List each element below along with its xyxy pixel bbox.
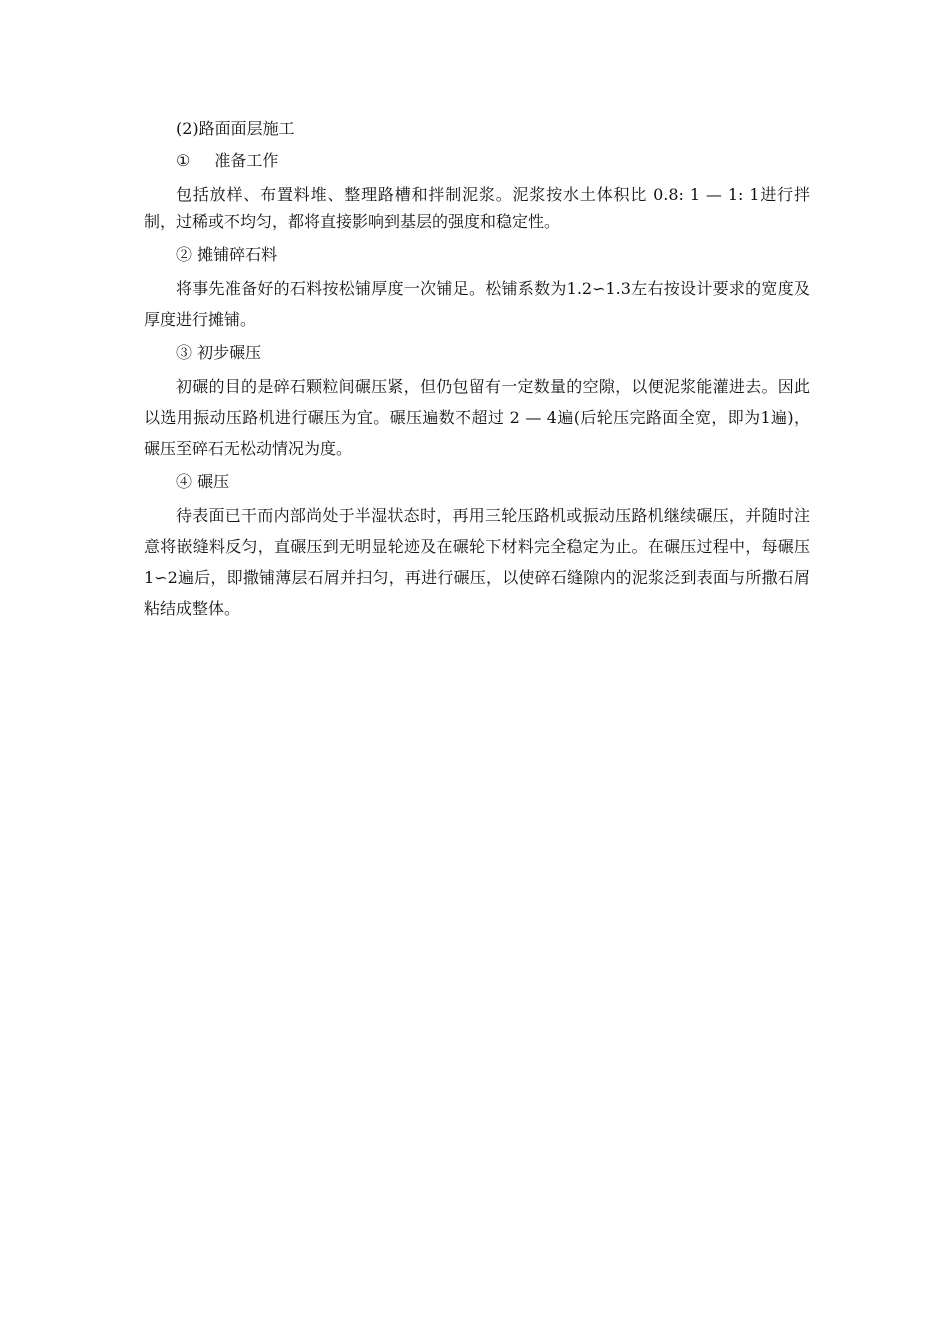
item-heading-4: [144, 466, 810, 498]
item-heading-text: 初步碾压: [197, 343, 262, 362]
item-body-1: 包括放样、布置料堆、整理路槽和拌制泥浆。泥浆按水土体积比 0.8: 1 — 1: 1进行拌制，过稀或不均匀，都将直接影响到基层的强度和稳定性。: [144, 185, 810, 231]
item-heading-text: 摊铺碎石料: [197, 245, 278, 264]
item-heading-3: [144, 337, 810, 369]
item-marker: ①: [176, 151, 191, 170]
item-marker: ④: [176, 472, 193, 491]
item-heading-text: 碾压: [197, 472, 230, 491]
item-body-4: 待表面已干而内部尚处于半湿状态时，再用三轮压路机或振动压路机继续碾压，并随时注意将嵌缝料反匀，直碾压到无明显轮迹及在碾轮下材料完全稳定为止。在碾压过程中，每碾压1∽2遍后，即撒铺薄层石屑并扫匀，再进行碾压，以使碎石缝隙内的泥浆泛到表面与所撒石屑粘结成整体。: [144, 506, 810, 618]
item-marker: ③: [176, 343, 193, 362]
section-title: (2)路面面层施工: [176, 119, 295, 138]
item-marker: ②: [176, 245, 193, 264]
item-heading-1: [144, 145, 810, 177]
item-heading-text: 准备工作: [214, 151, 279, 170]
document-page: [144, 113, 810, 624]
item-body-2: 将事先准备好的石料按松铺厚度一次铺足。松铺系数为1.2∽1.3左右按设计要求的宽度及厚度进行摊铺。: [144, 279, 810, 329]
item-body-3: 初碾的目的是碎石颗粒间碾压紧，但仍包留有一定数量的空隙，以便泥浆能灌进去。因此以选用振动压路机进行碾压为宜。碾压遍数不超过 2 — 4遍(后轮压完路面全宽，即为1遍)，碾压至碎石无松动情况为度。: [144, 377, 810, 458]
item-heading-2: [144, 239, 810, 271]
